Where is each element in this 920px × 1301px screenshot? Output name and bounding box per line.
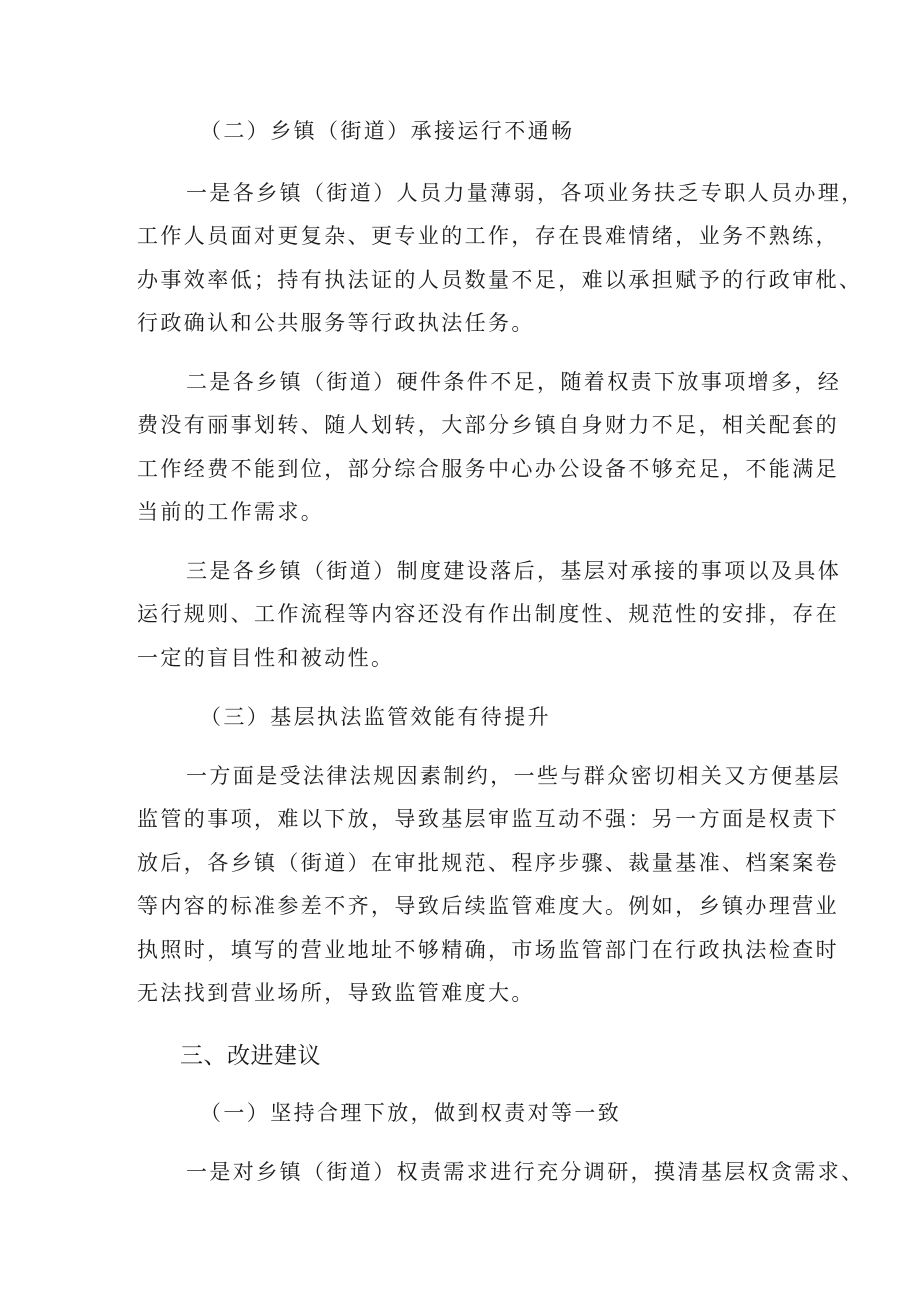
text-line: 三是各乡镇（街道）制度建设落后，基层对承接的事项以及具体 <box>186 559 842 583</box>
section-heading: 三、改进建议 <box>180 1043 321 1069</box>
text-line: 执照时，填写的营业地址不够精确，市场监管部门在行政执法检查时 <box>137 938 839 962</box>
text-line: 办事效率低；持有执法证的人员数量不足，难以承担赋予的行政审枇、 <box>137 268 863 292</box>
text-line: 无法找到营业场所，导致监管难度大。 <box>137 981 535 1005</box>
text-line: 一定的盲目性和被动性。 <box>137 646 395 670</box>
text-line: 一方面是受法律法规因素制约，一些与群众密切相关又方便基层 <box>186 764 842 788</box>
text-line: 工作经费不能到位，部分综合服务中心办公设备不够充足，不能满足 <box>137 457 839 481</box>
text-line: 工作人员面对更复杂、更专业的工作，存在畏难情绪，业务不熟练， <box>137 224 839 248</box>
text-line: 放后，各乡镇（街道）在审批规范、程序步骤、裁量基准、档案案卷 <box>137 851 839 875</box>
text-line: 监管的事项，难以下放，导致基层审监互动不强：另一方面是权责下 <box>137 807 839 831</box>
text-line: 运行规则、工作流程等内容还没有作出制度性、规范性的安排，存在 <box>137 602 839 626</box>
text-line: 当前的工作需求。 <box>137 500 325 524</box>
text-line: 行政确认和公共服务等行政执法任务。 <box>137 311 535 335</box>
sub-heading-1: （一）坚持合理下放，做到权责对等一致 <box>200 1101 622 1125</box>
sub-heading-2: （二）乡镇（街道）承接运行不通畅 <box>200 119 575 143</box>
text-line: 费没有丽事划转、随人划转，大部分乡镇自身财力不足，相关配套的 <box>137 413 839 437</box>
sub-heading-3: （三）基层执法监管效能有待提升 <box>200 705 551 729</box>
text-line: 二是各乡镇（街道）硬件条件不足，随着权责下放事项增多，经 <box>186 370 842 394</box>
text-line: 一是各乡镇（街道）人员力量薄弱，各项业务扶乏专职人员办理， <box>186 181 865 205</box>
text-line: 一是对乡镇（街道）权责需求进行充分调研，摸清基层权贪需求、 <box>186 1160 865 1184</box>
text-line: 等内容的标准参差不齐，导致后续监管难度大。例如，乡镇办理营业 <box>137 894 839 918</box>
